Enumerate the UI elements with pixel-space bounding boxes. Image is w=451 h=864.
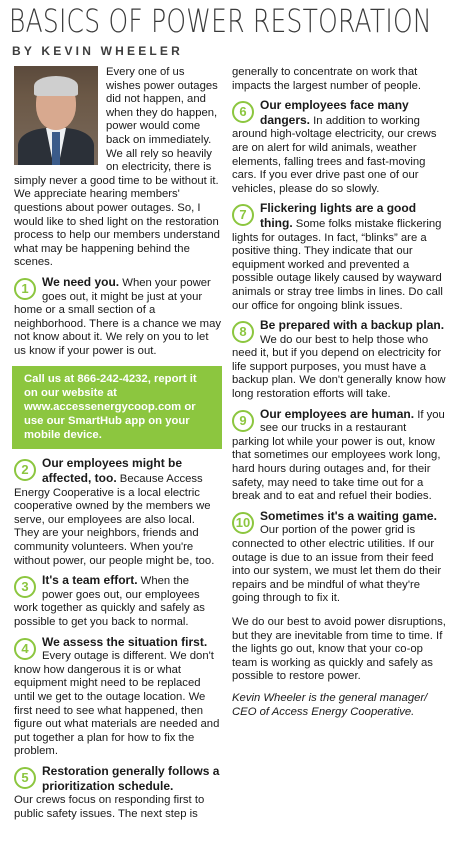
item-heading: Restoration generally follows a prioritization schedule. (42, 763, 220, 793)
item-text: Because Access Energy Cooperative is a local electric cooperative owned by the members we serve, our employees are also local. They are your neighbors, friends and community volunteers. When you're without power, our people might be, too. (14, 473, 215, 567)
list-item (14, 765, 222, 821)
list-item (232, 319, 446, 402)
closing-paragraph: We do our best to avoid power disruptions, but they are inevitable from time to time. If the lights go out, know that your co-op team is working as quickly and safely as possible to restore power. (232, 615, 446, 683)
number-badge: 8 (232, 321, 254, 343)
item-heading: Our employees might be affected, too. (42, 456, 183, 486)
article-title: BASICS OF POWER RESTORATION (9, 2, 432, 40)
number-badge: 4 (14, 638, 36, 660)
left-column (14, 66, 222, 821)
contact-callout: Call us at 866-242-4232, report it on our website at www.accessenergycoop.com or use our SmartHub app on your mobile device. (12, 366, 222, 449)
item-heading: Sometimes it's a waiting game. (260, 508, 437, 523)
number-badge: 3 (14, 576, 36, 598)
number-badge: 2 (14, 459, 36, 481)
item-text: Every outage is different. We don't know how dangerous it is or what equipment might need to be replaced until we get to the outage location. We first need to see what happened, then figure out what materials are needed and put together a plan for how to fix the problem. (14, 650, 220, 758)
item-text: Our crews focus on responding first to public safety issues. The next step is (14, 794, 205, 820)
item-text: When the power goes out, our employees work together as quickly and safely as possible to get you back to normal. (14, 575, 205, 628)
list-item (14, 574, 222, 629)
item-text: In addition to working around high-voltage electricity, our crews are on alert for wild animals, weather elements, falling trees and fast-moving cars. If you ever drive past one of our vehicles, please do so slowly. (232, 114, 437, 195)
item-heading: Flickering lights are a good thing. (260, 201, 417, 230)
item-heading: Be prepared with a backup plan. (260, 318, 445, 333)
item-text-continued: generally to concentrate on work that impacts the largest number of people. (232, 66, 422, 92)
number-badge: 9 (232, 410, 254, 432)
number-badge: 5 (14, 767, 36, 789)
number-badge: 10 (232, 512, 254, 534)
list-item (232, 99, 446, 196)
right-column (232, 66, 446, 719)
item-heading: Our employees face many dangers. (260, 98, 409, 127)
item-heading: We need you. (42, 274, 120, 289)
author-signature: Kevin Wheeler is the general manager/ CEO of Access Energy Cooperative. (232, 691, 428, 718)
item-text: We do our best to help those who need it, but if you depend on electricity for life support purposes, you must have a backup plan. We don't generally know how long restoration efforts will take. (232, 333, 446, 401)
number-badge: 7 (232, 204, 254, 226)
intro-paragraph: Every one of us wishes power outages did not happen, and when they do happen, power would come back on immediately. We all rely so heavily on electricity, there is simply never a good time to be without it. We appreciate hearing members' questions about power outages. So, I would like to shed light on the restoration process to help our members understand what may be happening behind the scenes. (14, 66, 220, 269)
item-heading: Our employees are human. (260, 406, 415, 421)
number-badge: 6 (232, 101, 254, 123)
byline: BY KEVIN WHEELER (12, 44, 183, 58)
item-text: When your power goes out, it might be just at your home or a small section of a neighborhood. There is a chance we may not know about it. We rely on you to let us know if your power is out. (14, 276, 222, 357)
item-heading: It's a team effort. (42, 573, 138, 588)
author-photo (14, 66, 98, 165)
list-item (14, 636, 222, 759)
item-heading: We assess the situation first. (42, 634, 208, 649)
list-item (14, 276, 222, 359)
list-item (232, 408, 446, 504)
list-item (232, 202, 446, 313)
item-text: If you see our trucks in a restaurant parking lot while your power is out, know that sometimes our employees work long, hard hours during outages and, for their safety, may need to take time out for a break and to eat and refuel their bodies. (232, 408, 445, 503)
list-item (14, 457, 222, 568)
number-badge: 1 (14, 278, 36, 300)
item-text: Our portion of the power grid is connected to other electric utilities. If our outage is due to an issue from their feed into our system, we must let them do their repairs and be mindful of what they're going through to fix it. (232, 524, 442, 605)
list-item (232, 510, 446, 606)
item-text: Some folks mistake flickering lights for outages. In fact, “blinks” are a positive thing. They indicate that our equipment worked and prevented a possible outage likely caused by wayward animals or stray tree limbs in lines. Do call our office for ongoing blink issues. (232, 217, 443, 312)
